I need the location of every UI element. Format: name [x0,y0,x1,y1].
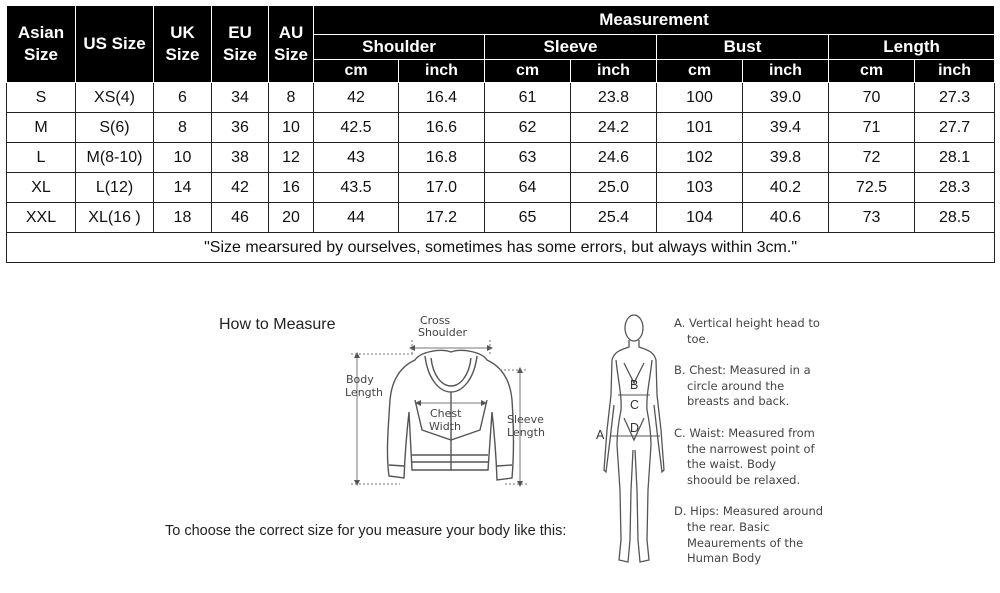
header-shoulder: Shoulder [314,35,485,60]
table-cell: 61 [485,83,571,113]
table-cell: 104 [657,203,743,233]
table-cell: 18 [154,203,212,233]
header-unit: inch [915,60,995,83]
chest-width-label-2: Width [429,420,461,433]
table-cell: 100 [657,83,743,113]
table-cell: 42 [314,83,399,113]
table-row [7,83,995,113]
header-bust: Bust [657,35,829,60]
table-cell: 71 [829,113,915,143]
table-cell: 73 [829,203,915,233]
table-cell: 65 [485,203,571,233]
size-chart-table [6,5,995,263]
marker-a: A [596,428,605,442]
table-cell: 17.0 [399,173,485,203]
table-cell: 72.5 [829,173,915,203]
cross-shoulder-label-2: Shoulder [418,326,467,339]
table-cell: 28.5 [915,203,995,233]
table-cell: M [7,113,76,143]
table-cell: XXL [7,203,76,233]
header-asian-size: Asian Size [7,6,76,83]
marker-d: D [630,421,640,435]
sleeve-length-label-1: Sleeve [507,413,544,426]
table-cell: 46 [212,203,269,233]
table-cell: M(8-10) [76,143,154,173]
header-unit: cm [485,60,571,83]
chest-width-label-1: Chest [430,407,462,420]
table-cell: XS(4) [76,83,154,113]
body-length-label-1: Body [346,373,374,386]
table-cell: 20 [269,203,314,233]
header-unit: inch [571,60,657,83]
table-row [7,113,995,143]
table-cell: 38 [212,143,269,173]
header-unit: cm [657,60,743,83]
how-to-measure-title: How to Measure [219,316,336,333]
header-sleeve: Sleeve [485,35,657,60]
jacket-labels [345,314,545,439]
table-cell: 16.4 [399,83,485,113]
table-row [7,143,995,173]
table-cell: 10 [269,113,314,143]
marker-c: C [630,398,640,412]
table-cell: L(12) [76,173,154,203]
sleeve-length-label-2: Length [507,426,545,439]
table-cell: 103 [657,173,743,203]
table-cell: L [7,143,76,173]
table-cell: 24.2 [571,113,657,143]
header-uk-size: UK Size [154,6,212,83]
table-cell: 102 [657,143,743,173]
table-cell: 40.6 [743,203,829,233]
table-cell: 25.4 [571,203,657,233]
table-cell: 10 [154,143,212,173]
header-unit: inch [743,60,829,83]
table-row [7,203,995,233]
table-cell: S(6) [76,113,154,143]
table-cell: 39.0 [743,83,829,113]
table-cell: S [7,83,76,113]
table-cell: 16.8 [399,143,485,173]
table-cell: 6 [154,83,212,113]
header-au-size: AU Size [269,6,314,83]
note-b: B. Chest: Measured in a circle around the breasts and back. [674,363,811,409]
header-measurement: Measurement [314,6,995,35]
cross-shoulder-label-1: Cross [420,314,451,327]
table-cell: 39.4 [743,113,829,143]
table-cell: 14 [154,173,212,203]
body-length-label-2: Length [345,386,383,399]
table-cell: 40.2 [743,173,829,203]
table-cell: 64 [485,173,571,203]
table-cell: 28.3 [915,173,995,203]
table-row [7,173,995,203]
table-cell: 25.0 [571,173,657,203]
table-cell: XL(16 ) [76,203,154,233]
table-cell: 43 [314,143,399,173]
header-us-size: US Size [76,6,154,83]
table-cell: 34 [212,83,269,113]
table-cell: 42.5 [314,113,399,143]
table-cell: 16.6 [399,113,485,143]
note-d: D. Hips: Measured around the rear. Basic Meaurements of the Human Body [674,504,824,566]
table-cell: 28.1 [915,143,995,173]
header-eu-size: EU Size [212,6,269,83]
table-cell: 42 [212,173,269,203]
note-c: C. Waist: Measured from the narrowest point of the waist. Body shoould be relaxed. [674,425,815,487]
table-cell: 44 [314,203,399,233]
table-cell: 70 [829,83,915,113]
table-cell: 36 [212,113,269,143]
table-cell: 12 [269,143,314,173]
table-cell: 16 [269,173,314,203]
body-figure [604,315,664,562]
note-a: A. Vertical height head to toe. [674,316,820,346]
table-cell: 24.6 [571,143,657,173]
header-length: Length [829,35,995,60]
table-cell: 8 [269,83,314,113]
instruction-text: To choose the correct size for you measure your body like this: [165,523,567,539]
table-cell: 17.2 [399,203,485,233]
table-cell: 27.7 [915,113,995,143]
table-cell: 39.8 [743,143,829,173]
body-measurement-notes [674,316,824,583]
header-unit: cm [829,60,915,83]
header-unit: inch [399,60,485,83]
body-markers [596,378,660,442]
table-cell: 43.5 [314,173,399,203]
jacket-illustration [387,350,513,480]
dimension-lines [351,340,528,484]
table-cell: 23.8 [571,83,657,113]
table-cell: 72 [829,143,915,173]
table-cell: 101 [657,113,743,143]
marker-b: B [630,378,639,392]
table-cell: 8 [154,113,212,143]
table-cell: XL [7,173,76,203]
table-cell: 63 [485,143,571,173]
measurement-note: "Size mearsured by ourselves, sometimes has some errors, but always within 3cm." [7,233,995,263]
table-cell: 62 [485,113,571,143]
header-unit: cm [314,60,399,83]
table-cell: 27.3 [915,83,995,113]
